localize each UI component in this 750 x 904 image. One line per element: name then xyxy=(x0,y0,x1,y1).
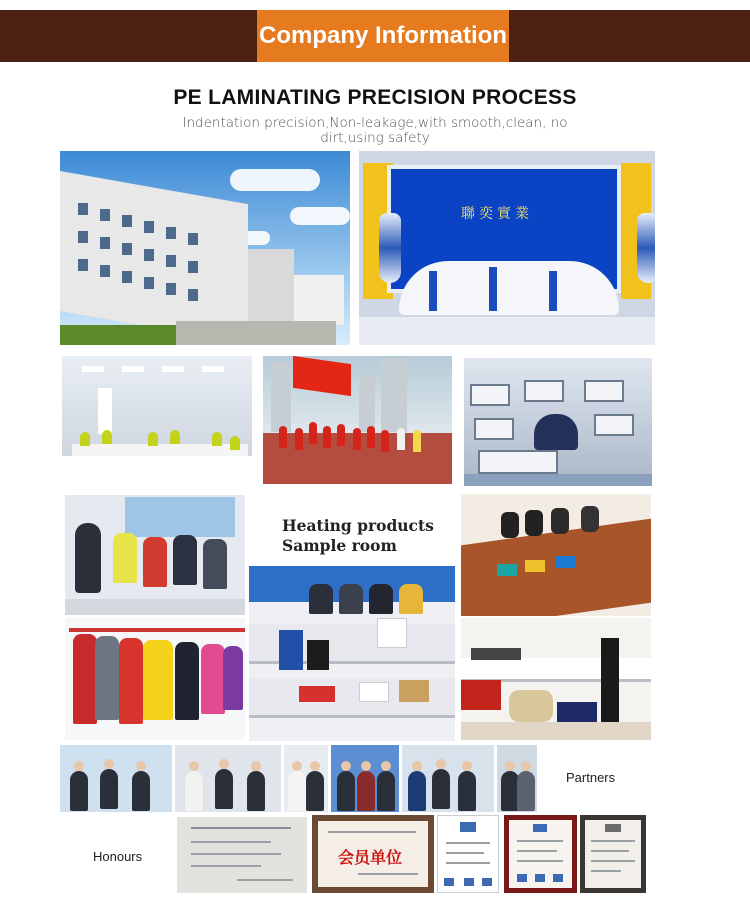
showroom-label xyxy=(282,516,434,556)
showroom-photo xyxy=(461,494,651,616)
showroom-photo xyxy=(65,495,245,615)
partner-photo xyxy=(284,745,328,812)
certificate-photo xyxy=(437,815,499,893)
lobby-sign-text: 聯奕實業 xyxy=(461,206,533,222)
certificate-member-unit-text: 会员单位 xyxy=(338,848,403,867)
showroom-label-line2: Sample room xyxy=(282,536,397,555)
partner-photo xyxy=(60,745,172,812)
showroom-label-line1: Heating products xyxy=(282,516,434,535)
page-subheading: Indentation precision,Non-leakage,with smooth,clean, no dirt,using safety xyxy=(182,115,568,146)
partner-photo xyxy=(497,745,537,812)
showroom-photo xyxy=(461,618,651,740)
page-heading: PE LAMINATING PRECISION PROCESS xyxy=(173,86,577,109)
showroom-photo xyxy=(249,566,455,741)
certificate-photo xyxy=(177,817,307,893)
section-title: Company Information xyxy=(257,10,509,62)
company-building-photo xyxy=(60,151,350,345)
certificate-photo xyxy=(504,815,577,893)
partner-photo xyxy=(175,745,281,812)
partner-photo xyxy=(331,745,399,812)
partners-label: Partners xyxy=(566,770,616,785)
showroom-photo xyxy=(65,618,245,740)
office-photo xyxy=(62,356,252,484)
header-banner xyxy=(0,10,750,62)
reception-lobby-photo xyxy=(359,151,655,345)
partner-photo xyxy=(402,745,494,812)
certificate-photo xyxy=(312,815,434,893)
workshop-photo xyxy=(464,358,652,486)
team-event-photo xyxy=(263,356,452,484)
certificate-photo xyxy=(580,815,646,893)
honours-label: Honours xyxy=(93,849,143,864)
